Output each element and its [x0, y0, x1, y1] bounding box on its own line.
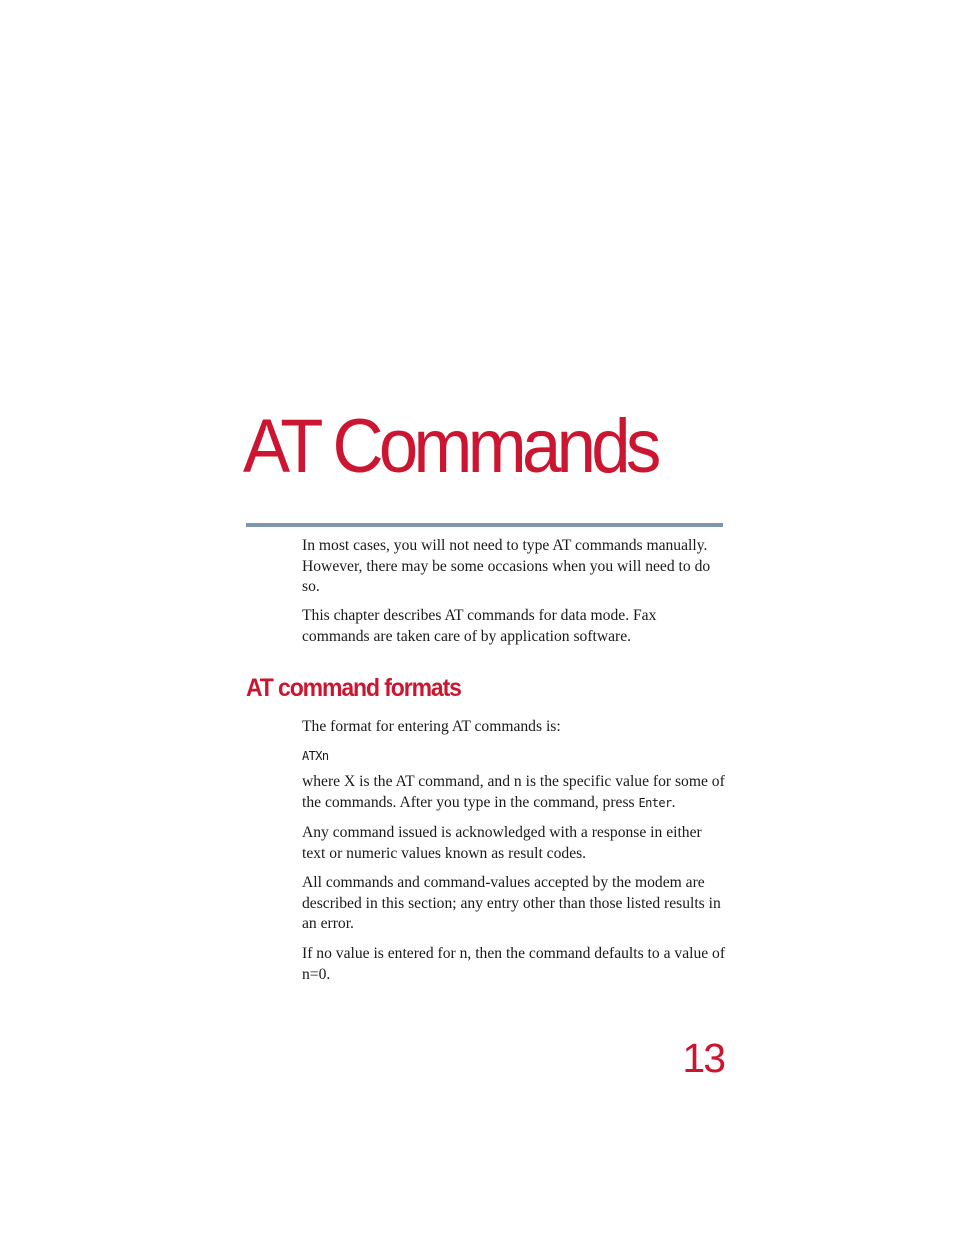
page-number: 13	[682, 1035, 724, 1081]
intro-paragraph-2: This chapter describes AT commands for data mode. Fax commands are taken care of by application software.	[302, 607, 657, 645]
command-syntax: ATXn	[302, 749, 329, 763]
result-codes-paragraph: Any command issued is acknowledged with a response in either text or numeric values known as result codes.	[302, 824, 702, 862]
section-heading: AT command formats	[246, 674, 461, 702]
format-intro-paragraph: The format for entering AT commands is:	[302, 718, 561, 735]
chapter-title: AT Commands	[243, 404, 657, 489]
syntax-explanation-paragraph	[302, 772, 726, 813]
title-rule	[246, 523, 723, 527]
intro-paragraph-1: In most cases, you will not need to type AT commands manually. However, there may be some occasions when you will need to do so.	[302, 537, 711, 595]
syntax-explanation-text: where X is the AT command, and n is the specific value for some of the commands. After you type in the command, press	[302, 773, 725, 811]
default-value-paragraph: If no value is entered for n, then the command defaults to a value of n=0.	[302, 945, 726, 983]
enter-key-label: Enter	[638, 795, 672, 810]
syntax-explanation-end: .	[671, 793, 676, 811]
accepted-commands-paragraph: All commands and command-values accepted by the modem are described in this section; any entry other than those listed results in an error.	[302, 874, 721, 932]
